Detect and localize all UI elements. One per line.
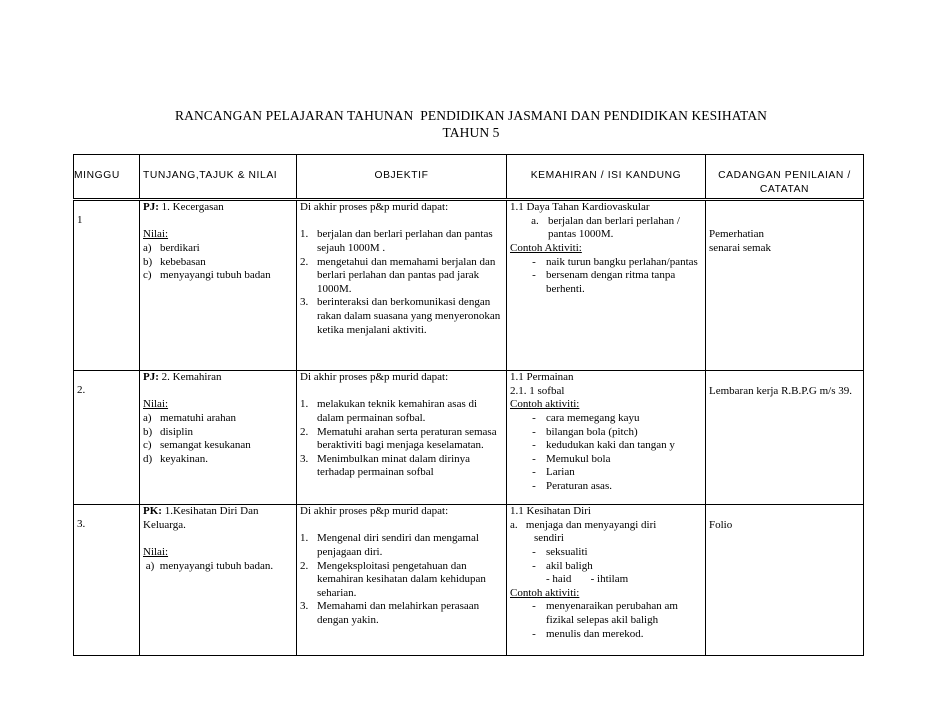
list-item: 3. Menimbulkan minat dalam dirinya terhadap permainan sofbal — [300, 452, 471, 479]
lesson-plan-table — [73, 154, 864, 656]
aktiviti-label: Contoh aktiviti: — [510, 398, 580, 411]
header-cadangan: CADANGAN PENILAIAN / CATATAN — [706, 155, 864, 200]
list-item: 1. melakukan teknik kemahiran asas di dalam permainan sofbal. — [300, 398, 478, 424]
list-item: 3. Memahami dan melahirkan perasaan dengan yakin. — [300, 600, 480, 626]
list-item: - naik turun bangku perlahan/pantas — [532, 255, 698, 268]
tunjang-cell: PJ: 2. Kemahiran Nilai: a) mematuhi arahan b) disiplin c) semangat kesukanan d) keyakinan. — [140, 371, 297, 505]
list-item: - kedudukan kaki dan tangan y — [532, 439, 675, 452]
list-item: 2. Mengeksploitasi pengetahuan dan kemahiran kesihatan dalam kehidupan seharian. — [300, 559, 486, 599]
header-objektif: OBJEKTIF — [297, 155, 507, 200]
list-item: c) semangat kesukanan — [143, 439, 251, 452]
objektif-cell: Di akhir proses p&p murid dapat: 1. melakukan teknik kemahiran asas di dalam permainan sofbal. 2. Mematuhi arahan serta peraturan semasa beraktiviti bagi menjaga keselamatan. 3. Menimbulkan minat dalam dirinya terhadap permainan sofbal — [297, 371, 507, 505]
list-item: 2. Mematuhi arahan serta peraturan semasa beraktiviti bagi menjaga keselamatan. — [300, 425, 497, 452]
list-item: - Larian — [532, 466, 575, 479]
list-item: - seksualiti — [532, 545, 588, 558]
nilai-label: Nilai: — [143, 545, 169, 558]
list-item: - cara memegang kayu — [532, 411, 640, 424]
cadangan-cell: Lembaran kerja R.B.P.G m/s 39. — [706, 371, 864, 505]
list-item: - bersenam dengan ritma tanpa berhenti. — [532, 269, 676, 295]
nilai-label: Nilai: — [143, 228, 169, 241]
header-kemahiran: KEMAHIRAN / ISI KANDUNG — [507, 155, 706, 200]
nilai-label: Nilai: — [143, 398, 169, 411]
objektif-cell: Di akhir proses p&p murid dapat: 1. berjalan dan berlari perlahan dan pantas sejauh 1000M . 2. mengetahui dan memahami berjalan dan berlari perlahan dan pantas pad jarak 1000M. 3. berinteraksi dan berkomunikasi dengan rakan dalam suasana yang menyeronokan ketika menjalani aktiviti. — [297, 200, 507, 371]
title-line-2: TAHUN 5 — [442, 125, 500, 140]
list-item: a) berdikari — [143, 241, 200, 254]
objektif-cell: Di akhir proses p&p murid dapat: 1. Mengenal diri sendiri dan mengamal penjagaan diri. 2. Mengeksploitasi pengetahuan dan kemahiran kesihatan dalam kehidupan seharian. 3. Memahami dan melahirkan perasaan dengan yakin. — [297, 505, 507, 656]
kemahiran-cell: 1.1 Daya Tahan Kardiovaskular a. berjalan dan berlari perlahan / pantas 1000M. Contoh Aktiviti: - naik turun bangku perlahan/pantas - bersenam dengan ritma tanpa berhenti. — [507, 200, 706, 371]
cadangan-cell: Folio — [706, 505, 864, 656]
header-tunjang: TUNJANG,TAJUK & NILAI — [140, 155, 297, 200]
list-item: b) disiplin — [143, 425, 194, 438]
list-item: - Peraturan asas. — [532, 479, 612, 492]
kemahiran-cell: 1.1 Permainan 2.1. 1 sofbal Contoh aktiviti: - cara memegang kayu - bilangan bola (pitch) - kedudukan kaki dan tangan y - Memukul bola - Larian - Peraturan asas. — [507, 371, 706, 505]
minggu-cell: 2. — [74, 371, 140, 505]
list-item: a) mematuhi arahan — [143, 411, 237, 424]
minggu-cell: 3. — [74, 505, 140, 656]
list-item: 3. berinteraksi dan berkomunikasi dengan rakan dalam suasana yang menyeronokan ketika menjalani aktiviti. — [300, 296, 501, 336]
aktiviti-label: Contoh aktiviti: — [510, 586, 580, 599]
tunjang-cell: PJ: 1. Kecergasan Nilai: a) berdikari b) kebebasan c) menyayangi tubuh badan — [140, 200, 297, 371]
list-item: - menyenaraikan perubahan am fizikal selepas akil baligh — [532, 600, 678, 626]
list-item: d) keyakinan. — [143, 452, 208, 465]
list-item: a. berjalan dan berlari perlahan / pantas 1000M. — [531, 214, 680, 241]
list-item: 2. mengetahui dan memahami berjalan dan berlari perlahan dan pantas pad jarak 1000M. — [300, 255, 496, 295]
list-item: - menulis dan merekod. — [532, 627, 644, 640]
table-row — [74, 371, 864, 505]
header-minggu: MINGGU — [74, 155, 140, 200]
kemahiran-cell: 1.1 Kesihatan Diri a. menjaga dan menyayangi diri sendiri - seksualiti - akil baligh - haid - ihtilam Contoh aktiviti: - menyenaraikan perubahan am fizikal selepas akil baligh - menulis dan merekod. — [507, 505, 706, 656]
aktiviti-label: Contoh Aktiviti: — [510, 241, 582, 254]
minggu-cell: 1 — [74, 200, 140, 371]
title-line-1: RANCANGAN PELAJARAN TAHUNAN PENDIDIKAN JASMANI DAN PENDIDIKAN KESIHATAN — [174, 108, 768, 123]
list-item: a) menyayangi tubuh badan. — [143, 559, 274, 572]
tunjang-cell: PK: 1.Kesihatan Diri Dan Keluarga. Nilai: a) menyayangi tubuh badan. — [140, 505, 297, 656]
document-title — [0, 107, 942, 141]
list-item: c) menyayangi tubuh badan — [143, 269, 271, 282]
cadangan-cell: Pemerhatian senarai semak — [706, 200, 864, 371]
table-row — [74, 505, 864, 656]
header-row — [74, 155, 864, 200]
list-item: 1. Mengenal diri sendiri dan mengamal penjagaan diri. — [300, 532, 479, 558]
list-item: 1. berjalan dan berlari perlahan dan pantas sejauh 1000M . — [300, 228, 493, 254]
list-item: b) kebebasan — [143, 255, 206, 268]
list-item: - akil baligh — [532, 559, 593, 572]
list-item: - Memukul bola — [532, 452, 611, 465]
list-item: - bilangan bola (pitch) — [532, 425, 638, 438]
table-row — [74, 200, 864, 371]
